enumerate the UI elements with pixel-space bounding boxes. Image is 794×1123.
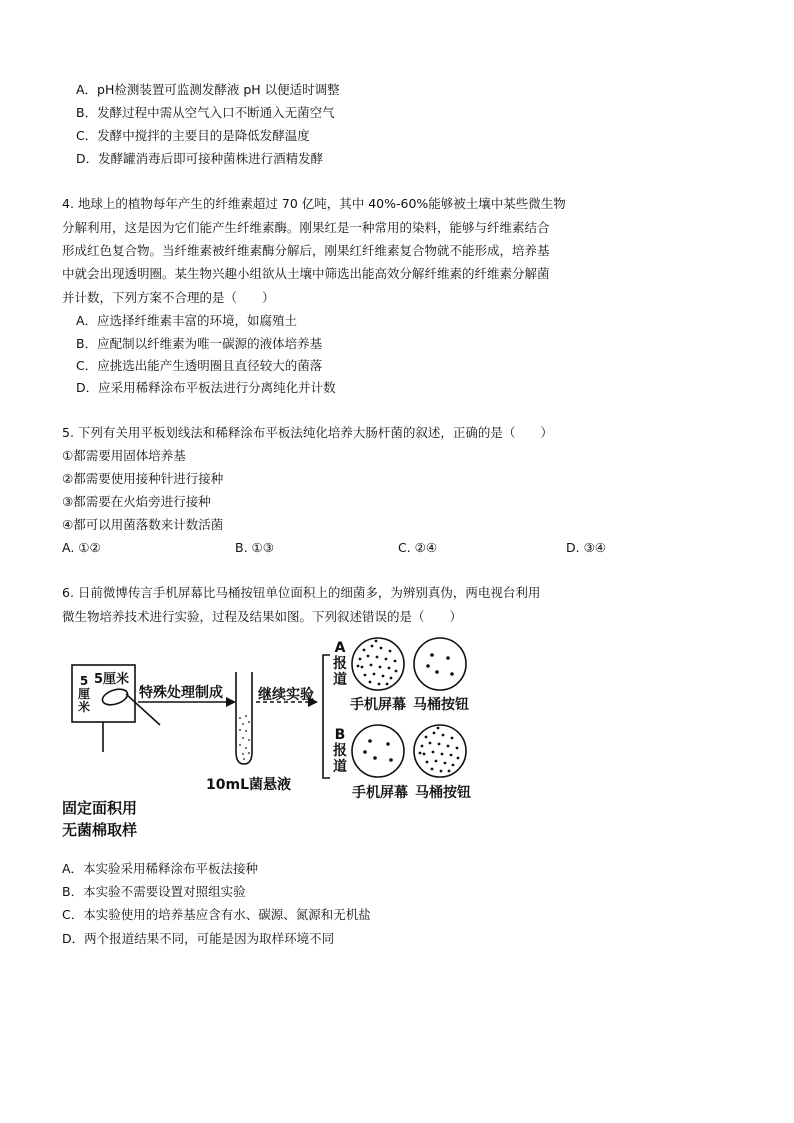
q6-option-d: D．两个报道结果不同，可能是因为取样环境不同 [62,931,335,946]
q5-option-c: C. ②④ [398,540,438,555]
q4-stem-line-5: 并计数，下列方案不合理的是（ ） [62,290,275,305]
size-label-top: 5厘米 [94,672,130,687]
report-a-label: A报道 [333,640,347,688]
q4-option-c: C．应挑选出能产生透明圈且直径较大的菌落 [76,358,323,373]
report-b-label: B报道 [333,727,347,775]
q5-option-d: D. ③④ [566,540,606,555]
q4-option-d: D．应采用稀释涂布平板法进行分离纯化并计数 [76,380,336,395]
q5-option-a: A. ①② [62,540,101,555]
a-phone-label: 手机屏幕 [350,697,406,713]
plate-b-phone-colonies [363,739,393,762]
q3-option-a: A．pH检测装置可监测发酵液 pH 以便适时调整 [76,82,340,97]
q4-stem-line-4: 中就会出现透明圈。某生物兴趣小组欲从土壤中筛选出能高效分解纤维素的纤维素分解菌 [62,266,550,281]
b-phone-label: 手机屏幕 [352,785,408,801]
cotton-swab-head [100,686,129,707]
q6-option-c: C．本实验使用的培养基应含有水、碳源、氮源和无机盐 [62,907,371,922]
caption-line-1: 固定面积用 [62,799,138,817]
tube-liquid-dots [239,715,250,760]
b-toilet-label: 马桶按钮 [415,785,471,801]
plate-b-toilet-colonies [419,727,460,773]
q4-option-b: B．应配制以纤维素为唯一碳源的液体培养基 [76,336,323,351]
q5-option-b: B. ①③ [235,540,274,555]
step-special-treatment: 特殊处理制成 [139,685,223,701]
q3-option-c: C．发酵中搅拌的主要目的是降低发酵温度 [76,128,310,143]
plate-a-toilet [414,638,466,690]
plate-a-phone [352,638,404,690]
a-toilet-label: 马桶按钮 [413,697,469,713]
q6-option-b: B．本实验不需要设置对照组实验 [62,884,246,899]
q5-statement-4: ④都可以用菌落数来计数活菌 [62,517,224,532]
step-continue-experiment: 继续实验 [258,687,314,703]
plate-b-phone [352,725,404,777]
q4-stem-line-1: 4. 地球上的植物每年产生的纤维素超过 70 亿吨，其中 40%-60%能够被土壤中某些微生物 [62,196,566,211]
q3-option-b: B．发酵过程中需从空气入口不断通入无菌空气 [76,105,335,120]
q6-option-a: A．本实验采用稀释涂布平板法接种 [62,861,259,876]
q6-stem-line-1: 6. 日前微博传言手机屏幕比马桶按钮单位面积上的细菌多，为辨别真伪，两电视台利用 [62,585,541,600]
plate-a-toilet-colonies [426,653,454,676]
plate-a-phone-colonies [357,640,398,686]
q5-stem: 5. 下列有关用平板划线法和稀释涂布平板法纯化培养大肠杆菌的叙述，正确的是（ ） [62,425,553,440]
q5-statement-2: ②都需要使用接种针进行接种 [62,471,224,486]
q4-stem-line-3: 形成红色复合物。当纤维素被纤维素酶分解后，刚果红纤维素复合物就不能形成，培养基 [62,243,550,258]
q4-option-a: A．应选择纤维素丰富的环境，如腐殖土 [76,313,298,328]
q4-stem-line-2: 分解利用，这是因为它们能产生纤维素酶。刚果红是一种常用的染料，能够与纤维素结合 [62,220,550,235]
plate-b-toilet [414,725,466,777]
reports-bracket [323,655,330,778]
q3-option-d: D．发酵罐消毒后即可接种菌株进行酒精发酵 [76,151,324,166]
q5-statement-3: ③都需要在火焰旁进行接种 [62,494,211,509]
test-tube [236,672,252,764]
tube-label: 10mL菌悬液 [206,777,291,793]
q6-stem-line-2: 微生物培养技术进行实验，过程及结果如图。下列叙述错误的是（ ） [62,609,463,624]
size-label-side: 5厘米 [77,674,90,714]
caption-line-2: 无菌棉取样 [62,821,138,839]
arrow-head-1 [226,697,236,707]
q5-statement-1: ①都需要用固体培养基 [62,448,186,463]
